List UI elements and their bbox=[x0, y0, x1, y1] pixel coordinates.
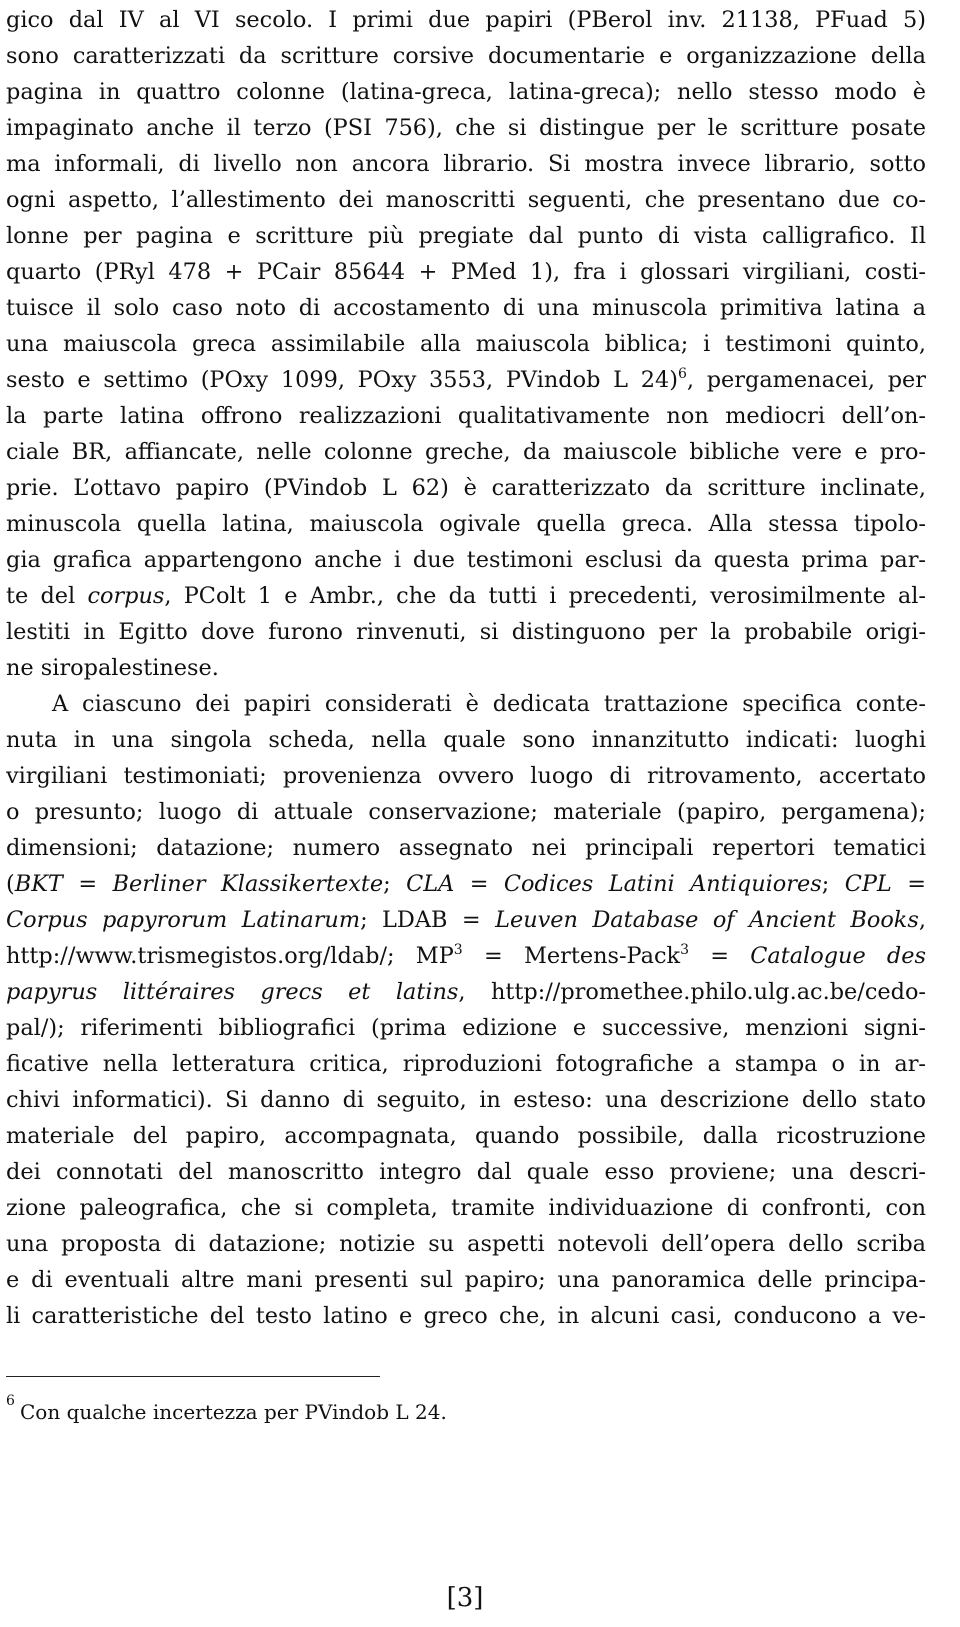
text-line: ogni aspetto, l’allestimento dei manoscritti seguenti, che presentano due co- bbox=[6, 187, 926, 213]
text-line: te del corpus, PColt 1 e Ambr., che da tutti i precedenti, verosimilmente al- bbox=[6, 583, 926, 609]
text-line: chivi informatici). Si danno di seguito, in esteso: una descrizione dello stato bbox=[6, 1087, 926, 1113]
footnote-text: Con qualche incertezza per PVindob L 24. bbox=[20, 1400, 447, 1424]
text-line: la parte latina offrono realizzazioni qualitativamente non mediocri dell’on- bbox=[6, 403, 926, 429]
text-line: prie. L’ottavo papiro (PVindob L 62) è caratterizzato da scritture inclinate, bbox=[6, 475, 926, 501]
footnote-reference: 6 bbox=[677, 366, 687, 382]
text-line: virgiliani testimoniati; provenienza ovvero luogo di ritrovamento, accertato bbox=[6, 763, 926, 789]
text-line: tuisce il solo caso noto di accostamento di una minuscola primitiva latina a bbox=[6, 295, 926, 321]
text-line: zione paleografica, che si completa, tramite individuazione di confronti, con bbox=[6, 1195, 926, 1221]
text-line: gico dal IV al VI secolo. I primi due papiri (PBerol inv. 21138, PFuad 5) bbox=[6, 7, 926, 33]
text-line: minuscola quella latina, maiuscola ogivale quella greca. Alla stessa tipolo- bbox=[6, 511, 926, 537]
text-line: pal/); riferimenti bibliografici (prima edizione e successive, menzioni signi- bbox=[6, 1015, 926, 1041]
text-line: sono caratterizzati da scritture corsive documentarie e organizzazione della bbox=[6, 43, 926, 69]
text-line: sesto e settimo (POxy 1099, POxy 3553, PVindob L 24)$^6$, pergamenacei, per bbox=[6, 366, 927, 393]
text-line: (BKT = Berliner Klassikertexte; CLA = Codices Latini Antiquiores; CPL = bbox=[6, 871, 926, 897]
text-line: dimensioni; datazione; numero assegnato nei principali repertori tematici bbox=[6, 835, 926, 861]
text-line: papyrus littéraires grecs et latins, http://promethee.philo.ulg.ac.be/cedo- bbox=[6, 979, 926, 1005]
text-line: pagina in quattro colonne (latina-greca, latina-greca); nello stesso modo è bbox=[6, 79, 926, 105]
text-line: http://www.trismegistos.org/ldab/; $MP^3$ = Mertens-Pack$^3$ = Catalogue des bbox=[6, 942, 926, 969]
text-line: o presunto; luogo di attuale conservazione; materiale (papiro, pergamena); bbox=[6, 799, 926, 825]
text-line: una maiuscola greca assimilabile alla maiuscola biblica; i testimoni quinto, bbox=[6, 331, 926, 357]
text-line: A ciascuno dei papiri considerati è dedicata trattazione specifica conte- bbox=[52, 691, 926, 717]
text-line: lestiti in Egitto dove furono rinvenuti, si distinguono per la probabile origi- bbox=[6, 619, 926, 645]
footnote-rule bbox=[6, 1376, 380, 1377]
text-line: ne siropalestinese. bbox=[6, 655, 219, 681]
text-line: impaginato anche il terzo (PSI 756), che si distingue per le scritture posate bbox=[6, 115, 926, 141]
text-line: gia grafica appartengono anche i due testimoni esclusi da questa prima par- bbox=[6, 547, 926, 573]
text-line: ficative nella letteratura critica, riproduzioni fotografiche a stampa o in ar- bbox=[6, 1051, 926, 1077]
text-line: li caratteristiche del testo latino e greco che, in alcuni casi, conducono a ve- bbox=[6, 1303, 926, 1329]
text-line: ciale BR, affiancate, nelle colonne greche, da maiuscole bibliche vere e pro- bbox=[6, 439, 926, 465]
text-line: dei connotati del manoscritto integro dal quale esso proviene; una descri- bbox=[6, 1159, 926, 1185]
footnote-marker: 6 bbox=[6, 1393, 15, 1409]
text-line: nuta in una singola scheda, nella quale sono innanzitutto indicati: luoghi bbox=[6, 727, 926, 753]
text-line: lonne per pagina e scritture più pregiate dal punto di vista calligrafico. Il bbox=[6, 223, 926, 249]
text-line: una proposta di datazione; notizie su aspetti notevoli dell’opera dello scriba bbox=[6, 1231, 926, 1257]
text-line: materiale del papiro, accompagnata, quando possibile, dalla ricostruzione bbox=[6, 1123, 926, 1149]
page-number: [3] bbox=[446, 1583, 484, 1613]
text-line: Corpus papyrorum Latinarum; LDAB = Leuven Database of Ancient Books, bbox=[6, 907, 926, 933]
text-line: ma informali, di livello non ancora librario. Si mostra invece librario, sotto bbox=[6, 151, 926, 177]
text-line: e di eventuali altre mani presenti sul papiro; una panoramica delle principa- bbox=[6, 1267, 926, 1293]
text-line: quarto (PRyl 478 + PCair 85644 + PMed 1), fra i glossari virgiliani, costi- bbox=[6, 259, 926, 285]
